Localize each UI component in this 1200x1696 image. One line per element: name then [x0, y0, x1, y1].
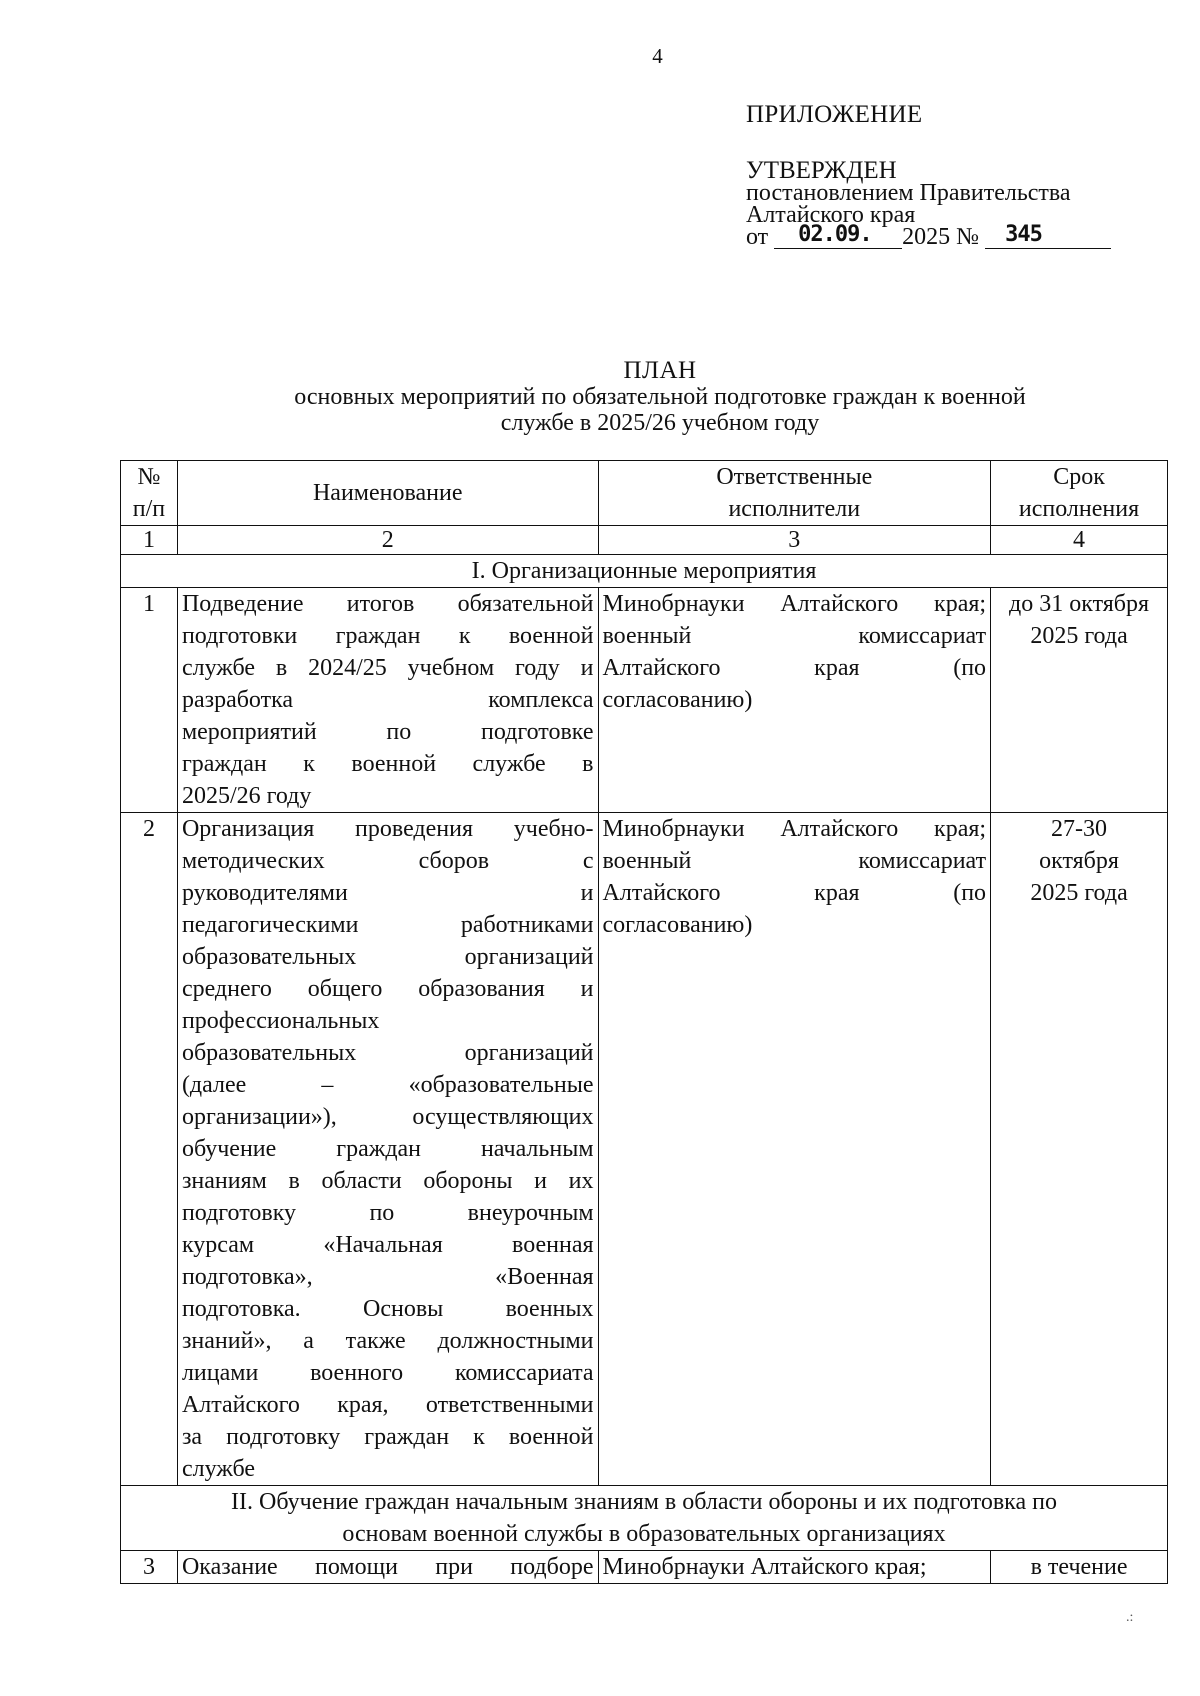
row-2-name-line: образовательных организаций — [181, 944, 594, 970]
row-2-name-line: знаний», а также должностными — [181, 1328, 594, 1354]
section-2-title — [121, 1486, 1168, 1551]
row-3-term: в течение — [991, 1551, 1168, 1584]
row-2-name-line: руководителями и — [181, 880, 594, 906]
header-name: Наименование — [177, 461, 598, 526]
row-2-name-line: курсам «Начальная военная — [181, 1232, 594, 1258]
header-term — [991, 461, 1168, 526]
column-number-row — [121, 526, 1168, 555]
row-2-name-line: (далее – «образовательные — [181, 1072, 594, 1098]
row-1-name-line: граждан к военной службе в — [181, 751, 594, 777]
table-header-row — [121, 461, 1168, 526]
plan-subtitle-line-1: основных мероприятий по обязательной подготовке граждан к военной — [294, 384, 1026, 410]
row-2-num: 2 — [121, 813, 178, 1486]
table-row — [121, 813, 1168, 1486]
row-2-name-line: обучение граждан начальным — [181, 1136, 594, 1162]
number-field — [985, 222, 1111, 249]
row-2-name-line: среднего общего образования и — [181, 976, 594, 1002]
row-1-resp-line: военный комиссариат — [602, 623, 987, 649]
row-1-name-line: разработка комплекса — [181, 687, 594, 713]
approval-date-line — [746, 222, 1136, 258]
row-1-name-line: 2025/26 году — [181, 783, 312, 809]
plan-subtitle-line-2: службе в 2025/26 учебном году — [500, 410, 820, 436]
row-2-name-line: Организация проведения учебно- — [181, 816, 594, 842]
row-2-term-line-3: 2025 года — [1030, 880, 1128, 906]
table-row — [121, 1551, 1168, 1584]
row-1-name-line: мероприятий по подготовке — [181, 719, 594, 745]
header-resp-line-2: исполнители — [728, 496, 861, 522]
section-row-1 — [121, 555, 1168, 588]
row-2-name-line: организации»), осуществляющих — [181, 1104, 594, 1130]
row-3-name: Оказание помощи при подборе — [177, 1551, 598, 1584]
row-2-name-line: за подготовку граждан к военной — [181, 1424, 594, 1450]
row-2-name-line: Алтайского края, ответственными — [181, 1392, 594, 1418]
col-number-3: 3 — [598, 526, 991, 555]
approval-block — [746, 101, 1136, 258]
row-2-name-line: знаниям в области обороны и их — [181, 1168, 594, 1194]
row-1-responsible — [598, 588, 991, 813]
row-1-num: 1 — [121, 588, 178, 813]
row-1-name-line: Подведение итогов обязательной — [181, 591, 594, 617]
col-number-4: 4 — [991, 526, 1168, 555]
approved-label: УТВЕРЖДЕН — [746, 157, 897, 184]
section-2-line-2: основам военной службы в образовательных организациях — [342, 1521, 946, 1547]
header-term-line-1: Срок — [1053, 464, 1105, 490]
approval-line-2: Алтайского края — [746, 202, 916, 228]
row-3-responsible: Минобрнауки Алтайского края; — [598, 1551, 991, 1584]
col-number-2: 2 — [177, 526, 598, 555]
table-row — [121, 588, 1168, 813]
row-2-name — [177, 813, 598, 1486]
row-2-name-line: подготовка», «Военная — [181, 1264, 594, 1290]
row-2-resp-line: Минобрнауки Алтайского края; — [602, 816, 987, 842]
appendix-label: ПРИЛОЖЕНИЕ — [746, 101, 923, 128]
date-value: 02.09. — [798, 222, 872, 247]
date-field — [774, 222, 902, 249]
row-1-term-line-2: 2025 года — [1030, 623, 1128, 649]
header-num-line-1: № — [137, 464, 161, 490]
row-2-term — [991, 813, 1168, 1486]
row-2-resp-line: согласованию) — [602, 912, 753, 938]
row-1-resp-line: Минобрнауки Алтайского края; — [602, 591, 987, 617]
row-2-name-line: педагогическими работниками — [181, 912, 594, 938]
row-1-resp-line: Алтайского края (по — [602, 655, 987, 681]
col-number-1: 1 — [121, 526, 178, 555]
row-2-resp-line: военный комиссариат — [602, 848, 987, 874]
row-2-name-line: службе — [181, 1456, 256, 1482]
row-2-name-line: лицами военного комиссариата — [181, 1360, 594, 1386]
approval-line-1: постановлением Правительства — [746, 180, 1071, 206]
header-responsible — [598, 461, 991, 526]
row-1-resp-line: согласованию) — [602, 687, 753, 713]
plan-title: ПЛАН — [623, 357, 697, 384]
plan-header — [200, 358, 1120, 436]
row-2-name-line: образовательных организаций — [181, 1040, 594, 1066]
header-num-line-2: п/п — [132, 496, 166, 522]
row-2-name-line: подготовка. Основы военных — [181, 1296, 594, 1322]
plan-table — [120, 460, 1168, 1584]
header-term-line-2: исполнения — [1018, 496, 1140, 522]
row-2-name-line: методических сборов с — [181, 848, 594, 874]
row-2-responsible — [598, 813, 991, 1486]
row-1-name — [177, 588, 598, 813]
row-2-term-line-1: 27-30 — [1051, 816, 1108, 842]
header-num — [121, 461, 178, 526]
row-1-name-line: подготовки граждан к военной — [181, 623, 594, 649]
number-value: 345 — [1005, 222, 1042, 247]
row-2-term-line-2: октября — [1039, 848, 1119, 874]
row-1-term-line-1: до 31 октября — [1009, 591, 1150, 617]
row-2-resp-line: Алтайского края (по — [602, 880, 987, 906]
year-text: 2025 № — [902, 224, 980, 250]
row-3-num: 3 — [121, 1551, 178, 1584]
section-row-2 — [121, 1486, 1168, 1551]
row-1-term — [991, 588, 1168, 813]
row-1-name-line: службе в 2024/25 учебном году и — [181, 655, 594, 681]
page-number: 4 — [652, 44, 663, 68]
header-resp-line-1: Ответственные — [716, 464, 873, 490]
section-2-line-1: II. Обучение граждан начальным знаниям в области обороны и их подготовка по — [231, 1489, 1057, 1515]
row-2-name-line: профессиональных — [181, 1008, 380, 1034]
date-prefix: от — [746, 224, 769, 250]
scan-artifact: .: — [1126, 1610, 1134, 1625]
section-1-title: I. Организационные мероприятия — [121, 555, 1168, 588]
row-2-name-line: подготовку по внеурочным — [181, 1200, 594, 1226]
